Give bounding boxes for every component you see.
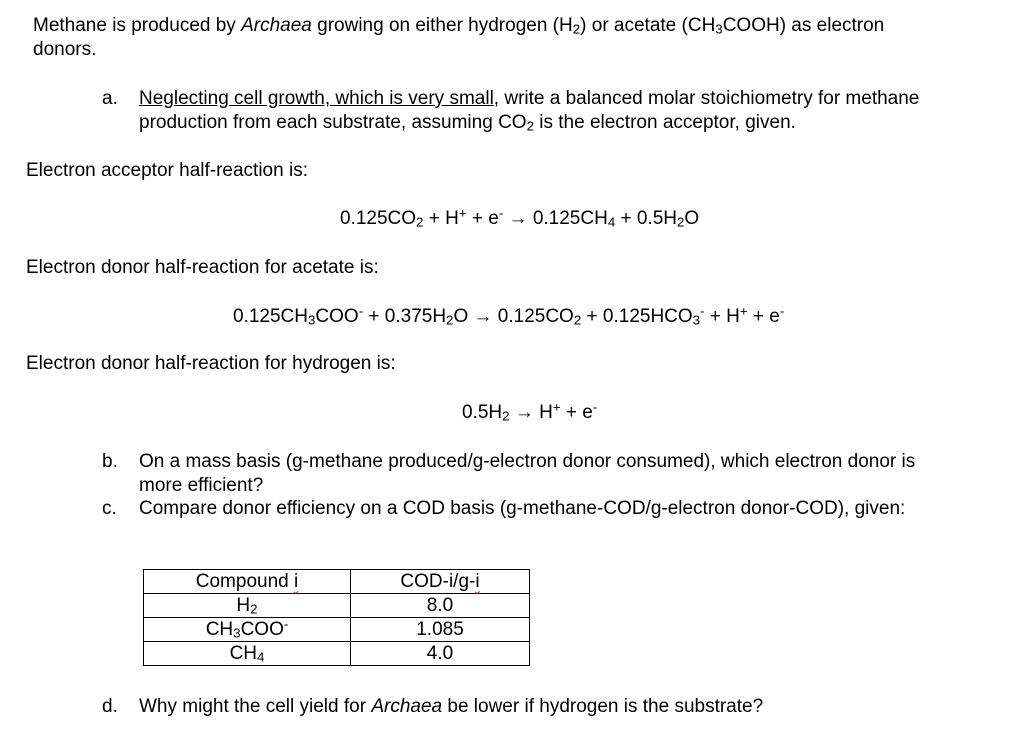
part-a-text: , write a balanced molar stoichiometry for methane xyxy=(493,88,920,109)
subscript: 2 xyxy=(572,21,581,37)
subscript: 4 xyxy=(607,214,616,230)
eq-text: + 0.5H xyxy=(615,208,678,229)
part-b-text: more efficient? xyxy=(139,475,264,496)
superscript: + xyxy=(739,303,748,319)
acetate-heading: Electron donor half-reaction for acetate is: xyxy=(26,257,379,278)
subscript: 2 xyxy=(573,312,582,328)
eq-text: 0.125CO xyxy=(340,208,417,229)
table-header-compound xyxy=(144,570,351,594)
intro-paragraph xyxy=(33,14,884,62)
eq-text: 0.5H xyxy=(462,402,503,423)
header-text: Compound xyxy=(195,570,294,592)
part-b-label: b. xyxy=(102,451,118,472)
part-d xyxy=(102,695,764,719)
part-a-text: production from each substrate, assuming CO xyxy=(139,112,527,133)
table-header-row xyxy=(144,570,530,594)
part-c-label: c. xyxy=(102,498,117,519)
superscript: - xyxy=(283,615,289,631)
superscript: - xyxy=(498,205,504,221)
hydrogen-equation xyxy=(462,401,597,425)
part-b-text: On a mass basis (g-methane produced/g-electron donor consumed), which electron donor is xyxy=(139,451,916,472)
eq-text: COO xyxy=(315,306,359,327)
part-c-text: Compare donor efficiency on a COD basis (g-methane-COD/g-electron donor-COD), given: xyxy=(139,498,906,519)
part-b xyxy=(102,450,916,498)
table-row xyxy=(144,642,530,666)
subscript: 4 xyxy=(257,649,265,665)
part-a-underlined: Neglecting cell growth, which is very small xyxy=(139,88,494,109)
superscript: - xyxy=(700,303,705,319)
part-d-label: d. xyxy=(102,696,118,717)
part-d-italic: Archaea xyxy=(371,696,443,717)
eq-text: → H xyxy=(509,402,553,423)
part-d-text: Why might the cell yield for xyxy=(139,696,372,717)
eq-text: + 0.375H xyxy=(363,306,447,327)
eq-text: + e xyxy=(747,306,780,327)
header-text: COD-i/g- xyxy=(400,570,476,592)
header-text: i xyxy=(475,570,480,592)
hydrogen-heading: Electron donor half-reaction for hydrogen is: xyxy=(26,353,396,374)
subscript: 3 xyxy=(233,625,241,641)
intro-text: ) or acetate (CH xyxy=(580,15,716,36)
subscript: 3 xyxy=(715,21,723,37)
eq-text: 0.125CH xyxy=(233,306,308,327)
cell-text: CH xyxy=(229,642,258,664)
table-row xyxy=(144,618,530,642)
subscript: 2 xyxy=(416,214,424,230)
table-cell-cod: 1.085 xyxy=(351,618,530,642)
cell-text: H xyxy=(236,594,251,616)
cell-text: COO xyxy=(240,618,284,640)
superscript: + xyxy=(458,205,467,221)
intro-italic: Archaea xyxy=(241,15,312,36)
eq-text: + H xyxy=(704,306,740,327)
subscript: 2 xyxy=(677,214,685,230)
subscript: 2 xyxy=(250,601,258,617)
subscript: 2 xyxy=(502,408,510,424)
subscript: 3 xyxy=(692,312,701,328)
part-a-text: is the electron acceptor, given. xyxy=(533,112,796,133)
intro-text: donors. xyxy=(33,39,97,60)
table-header-cod xyxy=(351,570,530,594)
part-c xyxy=(102,497,906,521)
table-cell-compound xyxy=(144,615,351,642)
superscript: - xyxy=(779,303,785,319)
table-cell-cod: 8.0 xyxy=(351,594,530,618)
table-cell-compound xyxy=(144,594,351,618)
header-text: i xyxy=(294,570,299,592)
eq-text: + H xyxy=(423,208,459,229)
intro-text: growing on either hydrogen (H xyxy=(311,15,573,36)
acetate-equation xyxy=(233,305,784,329)
eq-text: → 0.125CH xyxy=(503,208,608,229)
eq-text: + e xyxy=(560,402,593,423)
superscript: - xyxy=(358,303,364,319)
intro-text: COOH) as electron xyxy=(722,15,885,36)
subscript: 2 xyxy=(446,312,454,328)
acceptor-heading: Electron acceptor half-reaction is: xyxy=(26,160,308,181)
eq-text: O → 0.125CO xyxy=(453,306,574,327)
eq-text: + 0.125HCO xyxy=(581,306,693,327)
part-a xyxy=(102,87,920,135)
superscript: + xyxy=(552,399,561,415)
superscript: - xyxy=(592,399,598,415)
part-d-text: be lower if hydrogen is the substrate? xyxy=(442,696,764,717)
table-cell-cod: 4.0 xyxy=(351,642,530,666)
intro-text: Methane is produced by xyxy=(33,15,242,36)
subscript: 2 xyxy=(526,118,534,134)
acceptor-equation xyxy=(340,207,699,231)
subscript: 3 xyxy=(308,312,316,328)
cod-table xyxy=(143,569,530,666)
table-cell-compound xyxy=(144,642,351,666)
cell-text: CH xyxy=(205,618,234,640)
eq-text: + e xyxy=(466,208,499,229)
eq-text: O xyxy=(684,208,700,229)
part-a-label: a. xyxy=(102,88,118,109)
table-row xyxy=(144,594,530,618)
